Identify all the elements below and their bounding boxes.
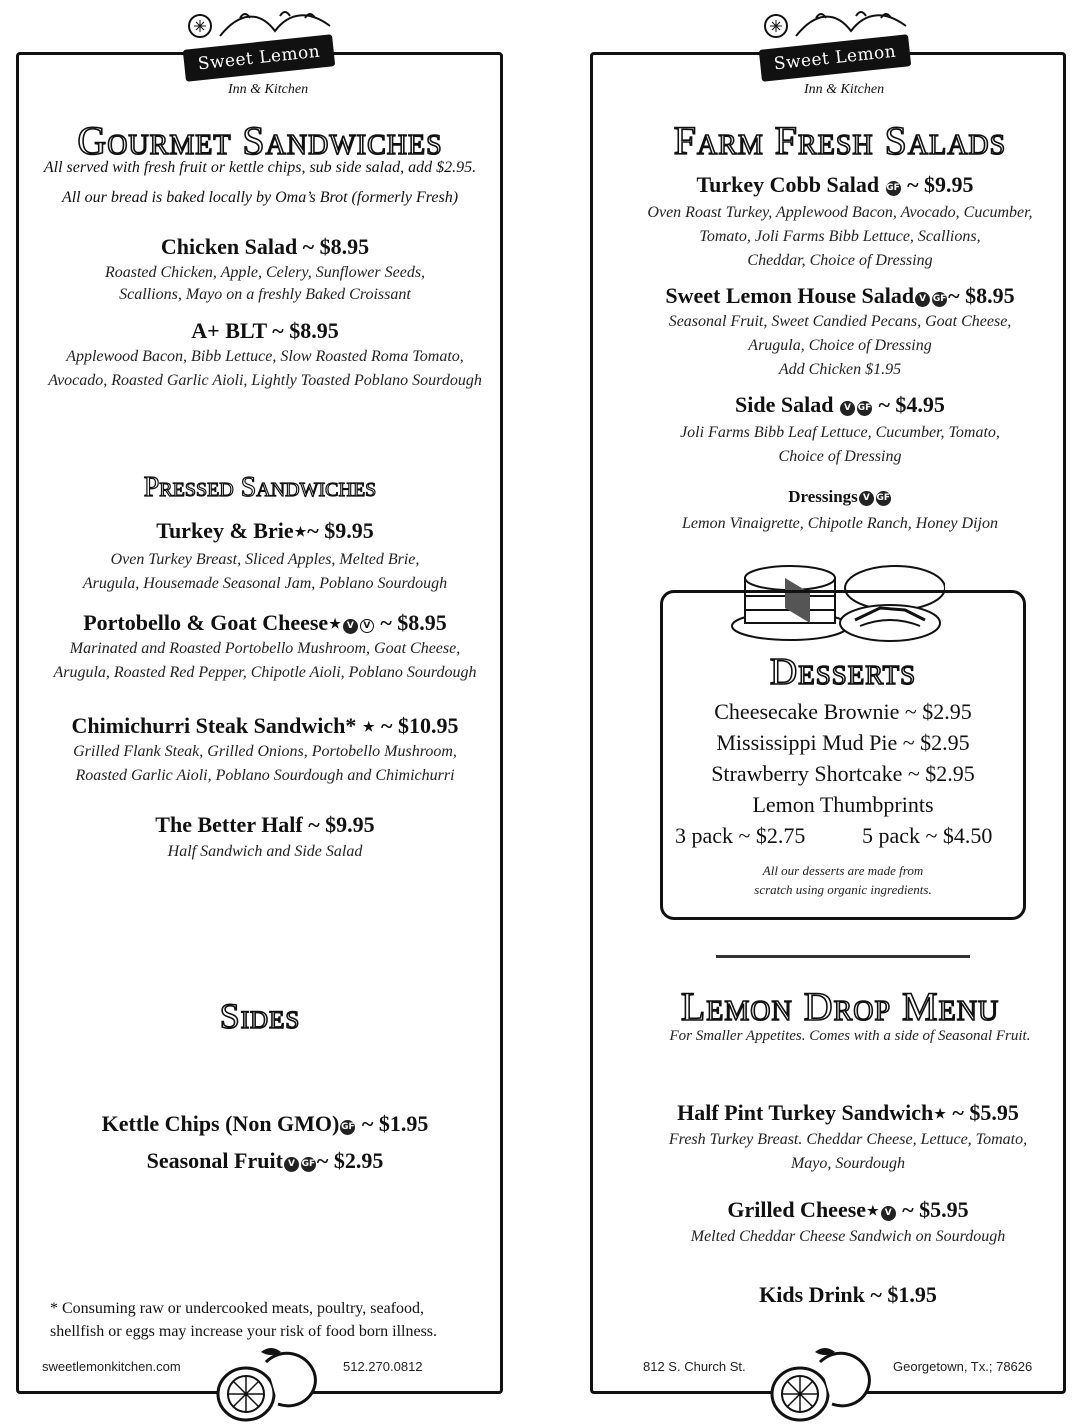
menu-item-chimichurri-steak: [20, 713, 510, 739]
menu-item-kids-drink: Kids Drink ~ $1.95: [759, 1282, 937, 1307]
vegetarian-icon: V: [840, 401, 855, 416]
lemon-illustration-icon: [206, 1342, 331, 1424]
texas-local-icon: ★: [329, 616, 341, 631]
menu-item-grilled-cheese: [590, 1197, 1080, 1223]
vegetarian-icon: V: [343, 619, 358, 634]
gluten-free-icon: GF: [876, 491, 891, 506]
item-description: Half Sandwich and Side Salad: [167, 843, 363, 860]
lemon-drop-note: For Smaller Appetites. Comes with a side of Seasonal Fruit.: [669, 1028, 1031, 1044]
gluten-free-icon: GF: [932, 292, 947, 307]
sweet-lemon-logo: [756, 6, 916, 106]
gluten-free-icon: GF: [340, 1120, 355, 1135]
menu-item-half-pint-turkey: [590, 1100, 1080, 1126]
item-description: Roasted Garlic Aioli, Poblano Sourdough and Chimichurri: [75, 767, 455, 784]
menu-item-chicken-salad: Chicken Salad ~ $8.95: [160, 234, 370, 259]
item-description: Marinated and Roasted Portobello Mushroom, Goat Cheese,: [69, 640, 461, 657]
item-name: Side Salad: [735, 392, 834, 417]
city-address: Georgetown, Tx.; 78626: [893, 1359, 1033, 1374]
dessert-item: Cheesecake Brownie ~ $2.95: [714, 699, 972, 724]
brand-tagline: Inn & Kitchen: [228, 82, 309, 97]
texas-local-icon: ★: [294, 524, 307, 539]
lemon-drop-menu-title: Lemon Drop Menu: [680, 984, 1000, 1029]
texas-local-icon: ★: [934, 1106, 946, 1121]
gourmet-note: All served with fresh fruit or kettle chips, sub side salad, add $2.95.: [43, 159, 477, 176]
item-description: Arugula, Housemade Seasonal Jam, Poblano Sourdough: [82, 575, 448, 592]
gluten-free-icon: GF: [886, 181, 901, 196]
farm-fresh-salads-title: Farm Fresh Salads: [673, 118, 1007, 163]
vegetarian-outline-icon: V: [360, 619, 374, 633]
item-description: Grilled Flank Steak, Grilled Onions, Portobello Mushroom,: [73, 743, 457, 760]
item-description: Mayo, Sourdough: [790, 1155, 906, 1172]
street-address: 812 S. Church St.: [643, 1359, 746, 1374]
menu-item-blt: A+ BLT ~ $8.95: [191, 318, 339, 343]
vegetarian-icon: V: [284, 1157, 299, 1172]
menu-item-kettle-chips: [20, 1111, 510, 1137]
lemon-illustration-icon: [760, 1342, 885, 1424]
item-price: ~ $10.95: [381, 713, 459, 738]
dessert-item: Mississippi Mud Pie ~ $2.95: [716, 730, 970, 755]
item-description: Avocado, Roasted Garlic Aioli, Lightly Toasted Poblano Sourdough: [48, 372, 482, 389]
item-price: ~ $9.95: [307, 518, 374, 543]
sides-title: Sides: [219, 996, 301, 1036]
item-name: Half Pint Turkey Sandwich: [677, 1100, 934, 1125]
website-link[interactable]: sweetlemonkitchen.com: [42, 1359, 181, 1374]
dessert-item: Lemon Thumbprints: [752, 792, 934, 817]
item-description: Tomato, Joli Farms Bibb Lettuce, Scallions,: [699, 228, 981, 245]
item-description: Applewood Bacon, Bibb Lettuce, Slow Roasted Roma Tomato,: [66, 348, 464, 365]
item-price: ~ $8.95: [380, 610, 447, 635]
item-description: Choice of Dressing: [778, 448, 902, 465]
dessert-note: All our desserts are made from: [762, 863, 924, 878]
brand-tagline: Inn & Kitchen: [804, 82, 885, 97]
item-description: Roasted Chicken, Apple, Celery, Sunflower Seeds,: [104, 264, 426, 281]
item-name: Portobello & Goat Cheese: [83, 610, 329, 635]
item-price: ~ $5.95: [902, 1197, 969, 1222]
desserts-title: Desserts: [769, 651, 917, 693]
item-price: ~ $4.95: [878, 392, 945, 417]
texas-local-icon: ★: [867, 1203, 879, 1218]
thumbprints-3-pack: 3 pack ~ $2.75: [675, 823, 806, 848]
section-divider: [716, 955, 970, 958]
gourmet-sandwiches-title: Gourmet Sandwiches: [77, 118, 443, 163]
menu-item-portobello-goat-cheese: [20, 610, 510, 636]
item-name: Turkey Cobb Salad: [696, 172, 880, 197]
menu-item-turkey-brie: [20, 518, 510, 544]
item-name: Chimichurri Steak Sandwich*: [71, 713, 357, 738]
brand-banner: Sweet Lemon: [759, 34, 912, 82]
thumbprints-5-pack: 5 pack ~ $4.50: [862, 823, 993, 848]
dressings-list: Lemon Vinaigrette, Chipotle Ranch, Honey Dijon: [682, 515, 998, 532]
vegetarian-icon: V: [881, 1206, 896, 1221]
menu-item-side-salad: [590, 392, 1080, 418]
item-description: Arugula, Roasted Red Pepper, Chipotle Aioli, Poblano Sourdough: [53, 664, 477, 681]
item-name: Seasonal Fruit: [146, 1148, 283, 1173]
item-description: Oven Roast Turkey, Applewood Bacon, Avocado, Cucumber,: [647, 204, 1033, 221]
dessert-note: scratch using organic ingredients.: [754, 882, 932, 897]
item-name: Kettle Chips (Non GMO): [101, 1111, 340, 1136]
texas-local-icon: ★: [362, 719, 375, 734]
brand-banner: Sweet Lemon: [183, 34, 336, 82]
dressings-title: Dressings: [788, 487, 858, 506]
item-description: Seasonal Fruit, Sweet Candied Pecans, Goat Cheese,: [668, 313, 1012, 330]
menu-item-seasonal-fruit: [20, 1148, 510, 1174]
food-safety-disclaimer: shellfish or eggs may increase your risk of food born illness.: [50, 1323, 438, 1340]
pressed-sandwiches-title: Pressed Sandwiches: [143, 472, 377, 503]
menu-item-house-salad: [590, 283, 1080, 309]
bread-note: All our bread is baked locally by Oma’s Brot (formerly Fresh): [61, 189, 459, 206]
item-description: Oven Turkey Breast, Sliced Apples, Melted Brie,: [110, 551, 420, 568]
item-price: ~ $1.95: [361, 1111, 429, 1136]
item-name: Grilled Cheese: [727, 1197, 867, 1222]
gluten-free-icon: GF: [301, 1157, 316, 1172]
phone-number: 512.270.0812: [343, 1359, 423, 1374]
vegetarian-icon: V: [915, 292, 930, 307]
item-description: Cheddar, Choice of Dressing: [747, 252, 933, 269]
item-price: ~ $2.95: [316, 1148, 384, 1173]
item-description: Scallions, Mayo on a freshly Baked Croissant: [119, 286, 411, 303]
item-name: Turkey & Brie: [156, 518, 294, 543]
gluten-free-icon: GF: [857, 401, 872, 416]
food-safety-disclaimer: * Consuming raw or undercooked meats, poultry, seafood,: [50, 1300, 424, 1317]
menu-item-turkey-cobb: [590, 172, 1080, 198]
sweet-lemon-logo: [180, 6, 340, 106]
item-price: ~ $5.95: [952, 1100, 1019, 1125]
menu-item-better-half: The Better Half ~ $9.95: [155, 812, 375, 837]
item-description: Add Chicken $1.95: [778, 361, 902, 378]
dessert-item: Strawberry Shortcake ~ $2.95: [711, 761, 975, 786]
item-description: Melted Cheddar Cheese Sandwich on Sourdough: [690, 1228, 1006, 1245]
dressings-heading: [590, 487, 1080, 507]
item-name: Sweet Lemon House Salad: [665, 283, 915, 308]
vegetarian-icon: V: [859, 491, 874, 506]
item-price: ~ $8.95: [948, 283, 1015, 308]
item-description: Fresh Turkey Breast. Cheddar Cheese, Lettuce, Tomato,: [668, 1131, 1028, 1148]
item-description: Arugula, Choice of Dressing: [748, 337, 932, 354]
item-description: Joli Farms Bibb Leaf Lettuce, Cucumber, Tomato,: [680, 424, 1000, 441]
item-price: ~ $9.95: [907, 172, 974, 197]
